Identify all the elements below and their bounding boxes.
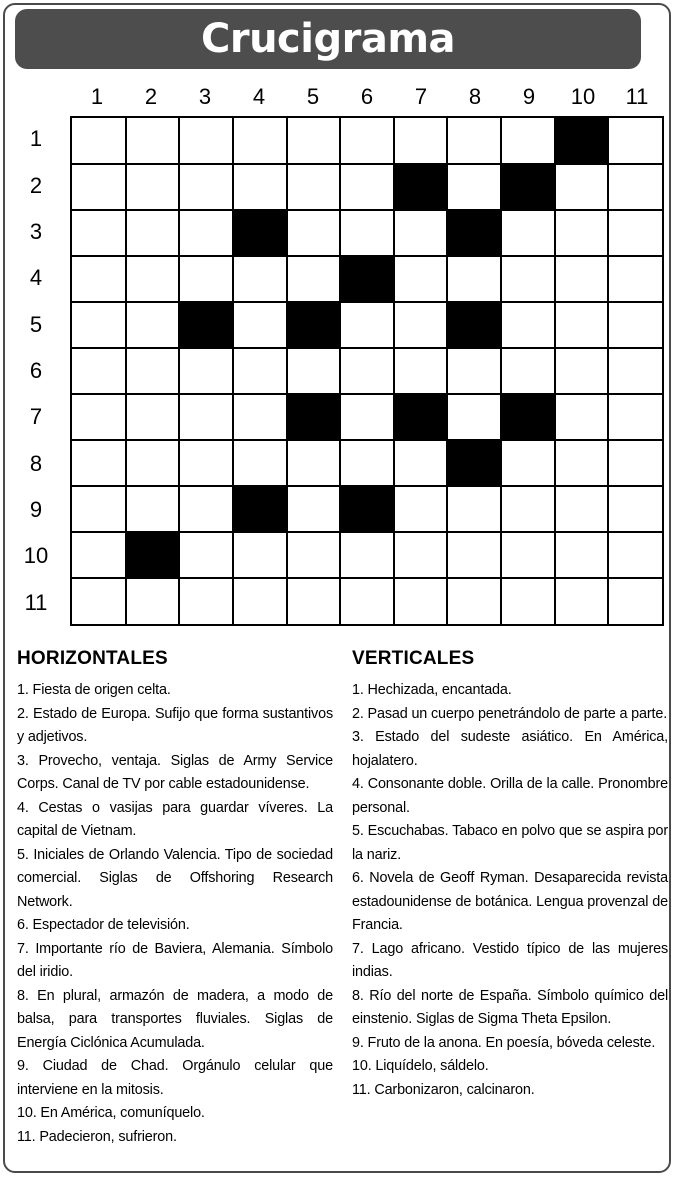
row-number-6: 6	[29, 357, 43, 383]
grid-cell[interactable]	[394, 118, 448, 164]
grid-cell[interactable]	[340, 164, 394, 210]
grid-cell[interactable]	[608, 532, 662, 578]
grid-cell[interactable]	[608, 348, 662, 394]
grid-cell[interactable]	[233, 440, 287, 486]
black-cell	[447, 210, 501, 256]
vertical-clue-11: 11. Carbonizaron, calcinaron.	[352, 1081, 535, 1098]
black-cell	[501, 164, 555, 210]
horizontal-clue-10: 10. En América, comuníquelo.	[17, 1105, 205, 1121]
grid-cell[interactable]	[287, 578, 341, 624]
grid-cell[interactable]	[501, 210, 555, 256]
grid-cell[interactable]	[555, 394, 609, 440]
horizontal-clue-1: 1. Fiesta de origen celta.	[17, 682, 171, 698]
page-title: Crucigrama	[200, 16, 455, 62]
grid-line-vertical	[393, 118, 395, 624]
vertical-clue-1: 1. Hechizada, encantada.	[352, 682, 512, 698]
horizontal-clue-9: 9. Ciudad de Chad. Orgánulo celular que interviene en la mitosis.	[17, 1058, 333, 1098]
grid-cell[interactable]	[394, 302, 448, 348]
grid-cell[interactable]	[447, 118, 501, 164]
grid-cell[interactable]	[72, 532, 126, 578]
grid-cell[interactable]	[287, 486, 341, 532]
column-number-4: 4	[252, 84, 266, 109]
grid-cell[interactable]	[72, 256, 126, 302]
grid-line-vertical	[339, 118, 341, 624]
black-cell	[340, 486, 394, 532]
grid-cell[interactable]	[501, 118, 555, 164]
grid-line-vertical	[232, 118, 234, 624]
row-number-1: 1	[29, 126, 43, 152]
horizontales-heading: HORIZONTALES	[17, 648, 168, 669]
grid-cell[interactable]	[179, 486, 233, 532]
grid-cell[interactable]	[394, 532, 448, 578]
grid-cell[interactable]	[608, 486, 662, 532]
grid-line-horizontal	[72, 531, 662, 533]
grid-cell[interactable]	[447, 532, 501, 578]
grid-cell[interactable]	[447, 394, 501, 440]
grid-cell[interactable]	[555, 532, 609, 578]
black-cell	[447, 440, 501, 486]
grid-line-horizontal	[72, 393, 662, 395]
vertical-clue-7: 7. Lago africano. Vestido típico de las mujeres indias.	[352, 940, 668, 980]
grid-cell[interactable]	[126, 394, 180, 440]
grid-cell[interactable]	[501, 486, 555, 532]
grid-cell[interactable]	[394, 256, 448, 302]
black-cell	[233, 210, 287, 256]
grid-cell[interactable]	[179, 532, 233, 578]
grid-cell[interactable]	[608, 394, 662, 440]
grid-cell[interactable]	[126, 486, 180, 532]
grid-cell[interactable]	[72, 486, 126, 532]
verticales-list	[352, 679, 668, 1102]
black-cell	[340, 256, 394, 302]
black-cell	[287, 394, 341, 440]
vertical-clue-3: 3. Estado del sudeste asiático. En América, hojalatero.	[352, 729, 668, 769]
grid-cell[interactable]	[126, 164, 180, 210]
row-number-4: 4	[29, 265, 43, 291]
grid-cell[interactable]	[126, 440, 180, 486]
grid-cell[interactable]	[394, 486, 448, 532]
row-number-5: 5	[29, 311, 43, 337]
grid-cell[interactable]	[72, 164, 126, 210]
grid-line-horizontal	[72, 209, 662, 211]
black-cell	[179, 302, 233, 348]
grid-line-horizontal	[72, 347, 662, 349]
vertical-clue-4: 4. Consonante doble. Orilla de la calle. Pronombre personal.	[352, 776, 668, 816]
grid-cell[interactable]	[394, 348, 448, 394]
grid-cell[interactable]	[501, 302, 555, 348]
grid-cell[interactable]	[608, 210, 662, 256]
grid-line-vertical	[554, 118, 556, 624]
grid-cell[interactable]	[501, 348, 555, 394]
grid-cell[interactable]	[447, 486, 501, 532]
grid-cell[interactable]	[233, 348, 287, 394]
black-cell	[447, 302, 501, 348]
grid-cell[interactable]	[501, 532, 555, 578]
grid-cell[interactable]	[447, 348, 501, 394]
grid-line-vertical	[125, 118, 127, 624]
grid-line-vertical	[446, 118, 448, 624]
grid-cell[interactable]	[287, 118, 341, 164]
grid-cell[interactable]	[608, 118, 662, 164]
grid-cell[interactable]	[72, 348, 126, 394]
grid-cell[interactable]	[179, 348, 233, 394]
grid-cell[interactable]	[501, 256, 555, 302]
grid-cell[interactable]	[287, 210, 341, 256]
horizontal-clue-3: 3. Provecho, ventaja. Siglas de Army Service Corps. Canal de TV por cable estadounidense.	[17, 752, 333, 792]
grid-cell[interactable]	[340, 578, 394, 624]
grid-cell[interactable]	[340, 440, 394, 486]
horizontal-clue-4: 4. Cestas o vasijas para guardar víveres. La capital de Vietnam.	[17, 799, 333, 839]
grid-cell[interactable]	[233, 302, 287, 348]
grid-cell[interactable]	[340, 118, 394, 164]
grid-cell[interactable]	[233, 164, 287, 210]
grid-cell[interactable]	[179, 440, 233, 486]
horizontal-clue-11: 11. Padecieron, sufrieron.	[17, 1128, 177, 1145]
grid-cell[interactable]	[447, 164, 501, 210]
grid-cell[interactable]	[555, 256, 609, 302]
vertical-clue-8: 8. Río del norte de España. Símbolo químico del einstenio. Siglas de Sigma Theta Epsilon.	[352, 987, 668, 1027]
grid-cell[interactable]	[555, 578, 609, 624]
horizontales-list	[17, 679, 333, 1149]
grid-cell[interactable]	[555, 440, 609, 486]
horizontal-clue-8: 8. En plural, armazón de madera, a modo de balsa, para transportes fluviales. Siglas de Energía Ciclónica Acumulada.	[17, 987, 333, 1051]
grid-cell[interactable]	[233, 394, 287, 440]
grid-cell[interactable]	[608, 440, 662, 486]
horizontal-clue-2: 2. Estado de Europa. Sufijo que forma sustantivos y adjetivos.	[17, 705, 333, 745]
grid-cell[interactable]	[233, 532, 287, 578]
grid-cell[interactable]	[340, 302, 394, 348]
row-number-2: 2	[29, 172, 43, 198]
grid-cell[interactable]	[72, 210, 126, 256]
column-number-5: 5	[306, 84, 320, 109]
grid-line-horizontal	[72, 163, 662, 165]
row-number-7: 7	[29, 404, 43, 430]
black-cell	[233, 486, 287, 532]
grid-cell[interactable]	[287, 440, 341, 486]
grid-cell[interactable]	[233, 256, 287, 302]
column-number-1: 1	[90, 84, 104, 109]
black-cell	[394, 394, 448, 440]
grid-cell[interactable]	[394, 578, 448, 624]
grid-cell[interactable]	[179, 164, 233, 210]
grid-cell[interactable]	[179, 118, 233, 164]
grid-cell[interactable]	[394, 440, 448, 486]
grid-cell[interactable]	[72, 578, 126, 624]
column-number-10: 10	[570, 84, 596, 109]
grid-cell[interactable]	[447, 256, 501, 302]
vertical-clue-10: 10. Liquídelo, sáldelo.	[352, 1058, 489, 1074]
grid-cell[interactable]	[179, 256, 233, 302]
grid-line-vertical	[500, 118, 502, 624]
grid-cell[interactable]	[501, 578, 555, 624]
grid-cell[interactable]	[126, 348, 180, 394]
grid-cell[interactable]	[555, 210, 609, 256]
horizontal-clue-5: 5. Iniciales de Orlando Valencia. Tipo de sociedad comercial. Siglas de Offshoring Research Network.	[17, 846, 333, 910]
grid-cell[interactable]	[447, 578, 501, 624]
grid-line-horizontal	[72, 485, 662, 487]
grid-cell[interactable]	[501, 440, 555, 486]
grid-cell[interactable]	[179, 578, 233, 624]
grid-cell[interactable]	[72, 394, 126, 440]
grid-cell[interactable]	[126, 256, 180, 302]
grid-line-horizontal	[72, 439, 662, 441]
row-number-11: 11	[24, 589, 48, 615]
vertical-clue-5: 5. Escuchabas. Tabaco en polvo que se aspira por la nariz.	[352, 823, 668, 863]
vertical-clue-6: 6. Novela de Geoff Ryman. Desaparecida revista estadounidense de botánica. Lengua provenzal de Francia.	[352, 870, 668, 933]
verticales-heading: VERTICALES	[352, 648, 475, 669]
row-number-9: 9	[29, 497, 43, 523]
grid-cell[interactable]	[126, 118, 180, 164]
title-banner	[15, 9, 641, 69]
grid-cell[interactable]	[608, 578, 662, 624]
crossword-grid[interactable]	[70, 116, 664, 626]
row-number-10: 10	[23, 543, 49, 569]
black-cell	[394, 164, 448, 210]
grid-cell[interactable]	[555, 302, 609, 348]
grid-cell[interactable]	[126, 210, 180, 256]
grid-cell[interactable]	[179, 394, 233, 440]
grid-cell[interactable]	[126, 578, 180, 624]
grid-cell[interactable]	[233, 118, 287, 164]
row-number-8: 8	[29, 450, 43, 476]
horizontal-clue-7: 7. Importante río de Baviera, Alemania. Símbolo del iridio.	[17, 940, 333, 980]
column-number-3: 3	[198, 84, 212, 109]
column-number-7: 7	[414, 84, 428, 109]
vertical-clue-9: 9. Fruto de la anona. En poesía, bóveda celeste.	[352, 1034, 656, 1051]
black-cell	[287, 302, 341, 348]
grid-line-vertical	[607, 118, 609, 624]
column-number-9: 9	[522, 84, 536, 109]
grid-line-vertical	[178, 118, 180, 624]
grid-cell[interactable]	[608, 164, 662, 210]
grid-cell[interactable]	[126, 302, 180, 348]
grid-cell[interactable]	[72, 440, 126, 486]
grid-cell[interactable]	[233, 578, 287, 624]
black-cell	[555, 118, 609, 164]
grid-cell[interactable]	[555, 164, 609, 210]
grid-cell[interactable]	[608, 302, 662, 348]
grid-cell[interactable]	[287, 348, 341, 394]
grid-cell[interactable]	[608, 256, 662, 302]
grid-line-horizontal	[72, 577, 662, 579]
grid-cell[interactable]	[340, 348, 394, 394]
grid-cell[interactable]	[287, 532, 341, 578]
column-number-6: 6	[360, 84, 374, 109]
grid-cell[interactable]	[555, 486, 609, 532]
grid-cell[interactable]	[340, 394, 394, 440]
grid-line-horizontal	[72, 255, 662, 257]
horizontales-section	[17, 648, 333, 1149]
column-number-2: 2	[144, 84, 158, 109]
black-cell	[501, 394, 555, 440]
grid-cell[interactable]	[555, 348, 609, 394]
grid-cell[interactable]	[72, 118, 126, 164]
row-number-3: 3	[29, 218, 43, 244]
grid-cell[interactable]	[287, 164, 341, 210]
verticales-section	[352, 648, 668, 1102]
grid-cell[interactable]	[340, 532, 394, 578]
grid-cell[interactable]	[340, 210, 394, 256]
grid-cell[interactable]	[72, 302, 126, 348]
grid-line-horizontal	[72, 301, 662, 303]
column-number-8: 8	[468, 84, 482, 109]
grid-cell[interactable]	[394, 210, 448, 256]
grid-cell[interactable]	[179, 210, 233, 256]
column-number-11: 11	[625, 84, 649, 109]
horizontal-clue-6: 6. Espectador de televisión.	[17, 917, 190, 933]
grid-cell[interactable]	[287, 256, 341, 302]
vertical-clue-2: 2. Pasad un cuerpo penetrándolo de parte a parte.	[352, 705, 668, 722]
black-cell	[126, 532, 180, 578]
grid-line-vertical	[286, 118, 288, 624]
